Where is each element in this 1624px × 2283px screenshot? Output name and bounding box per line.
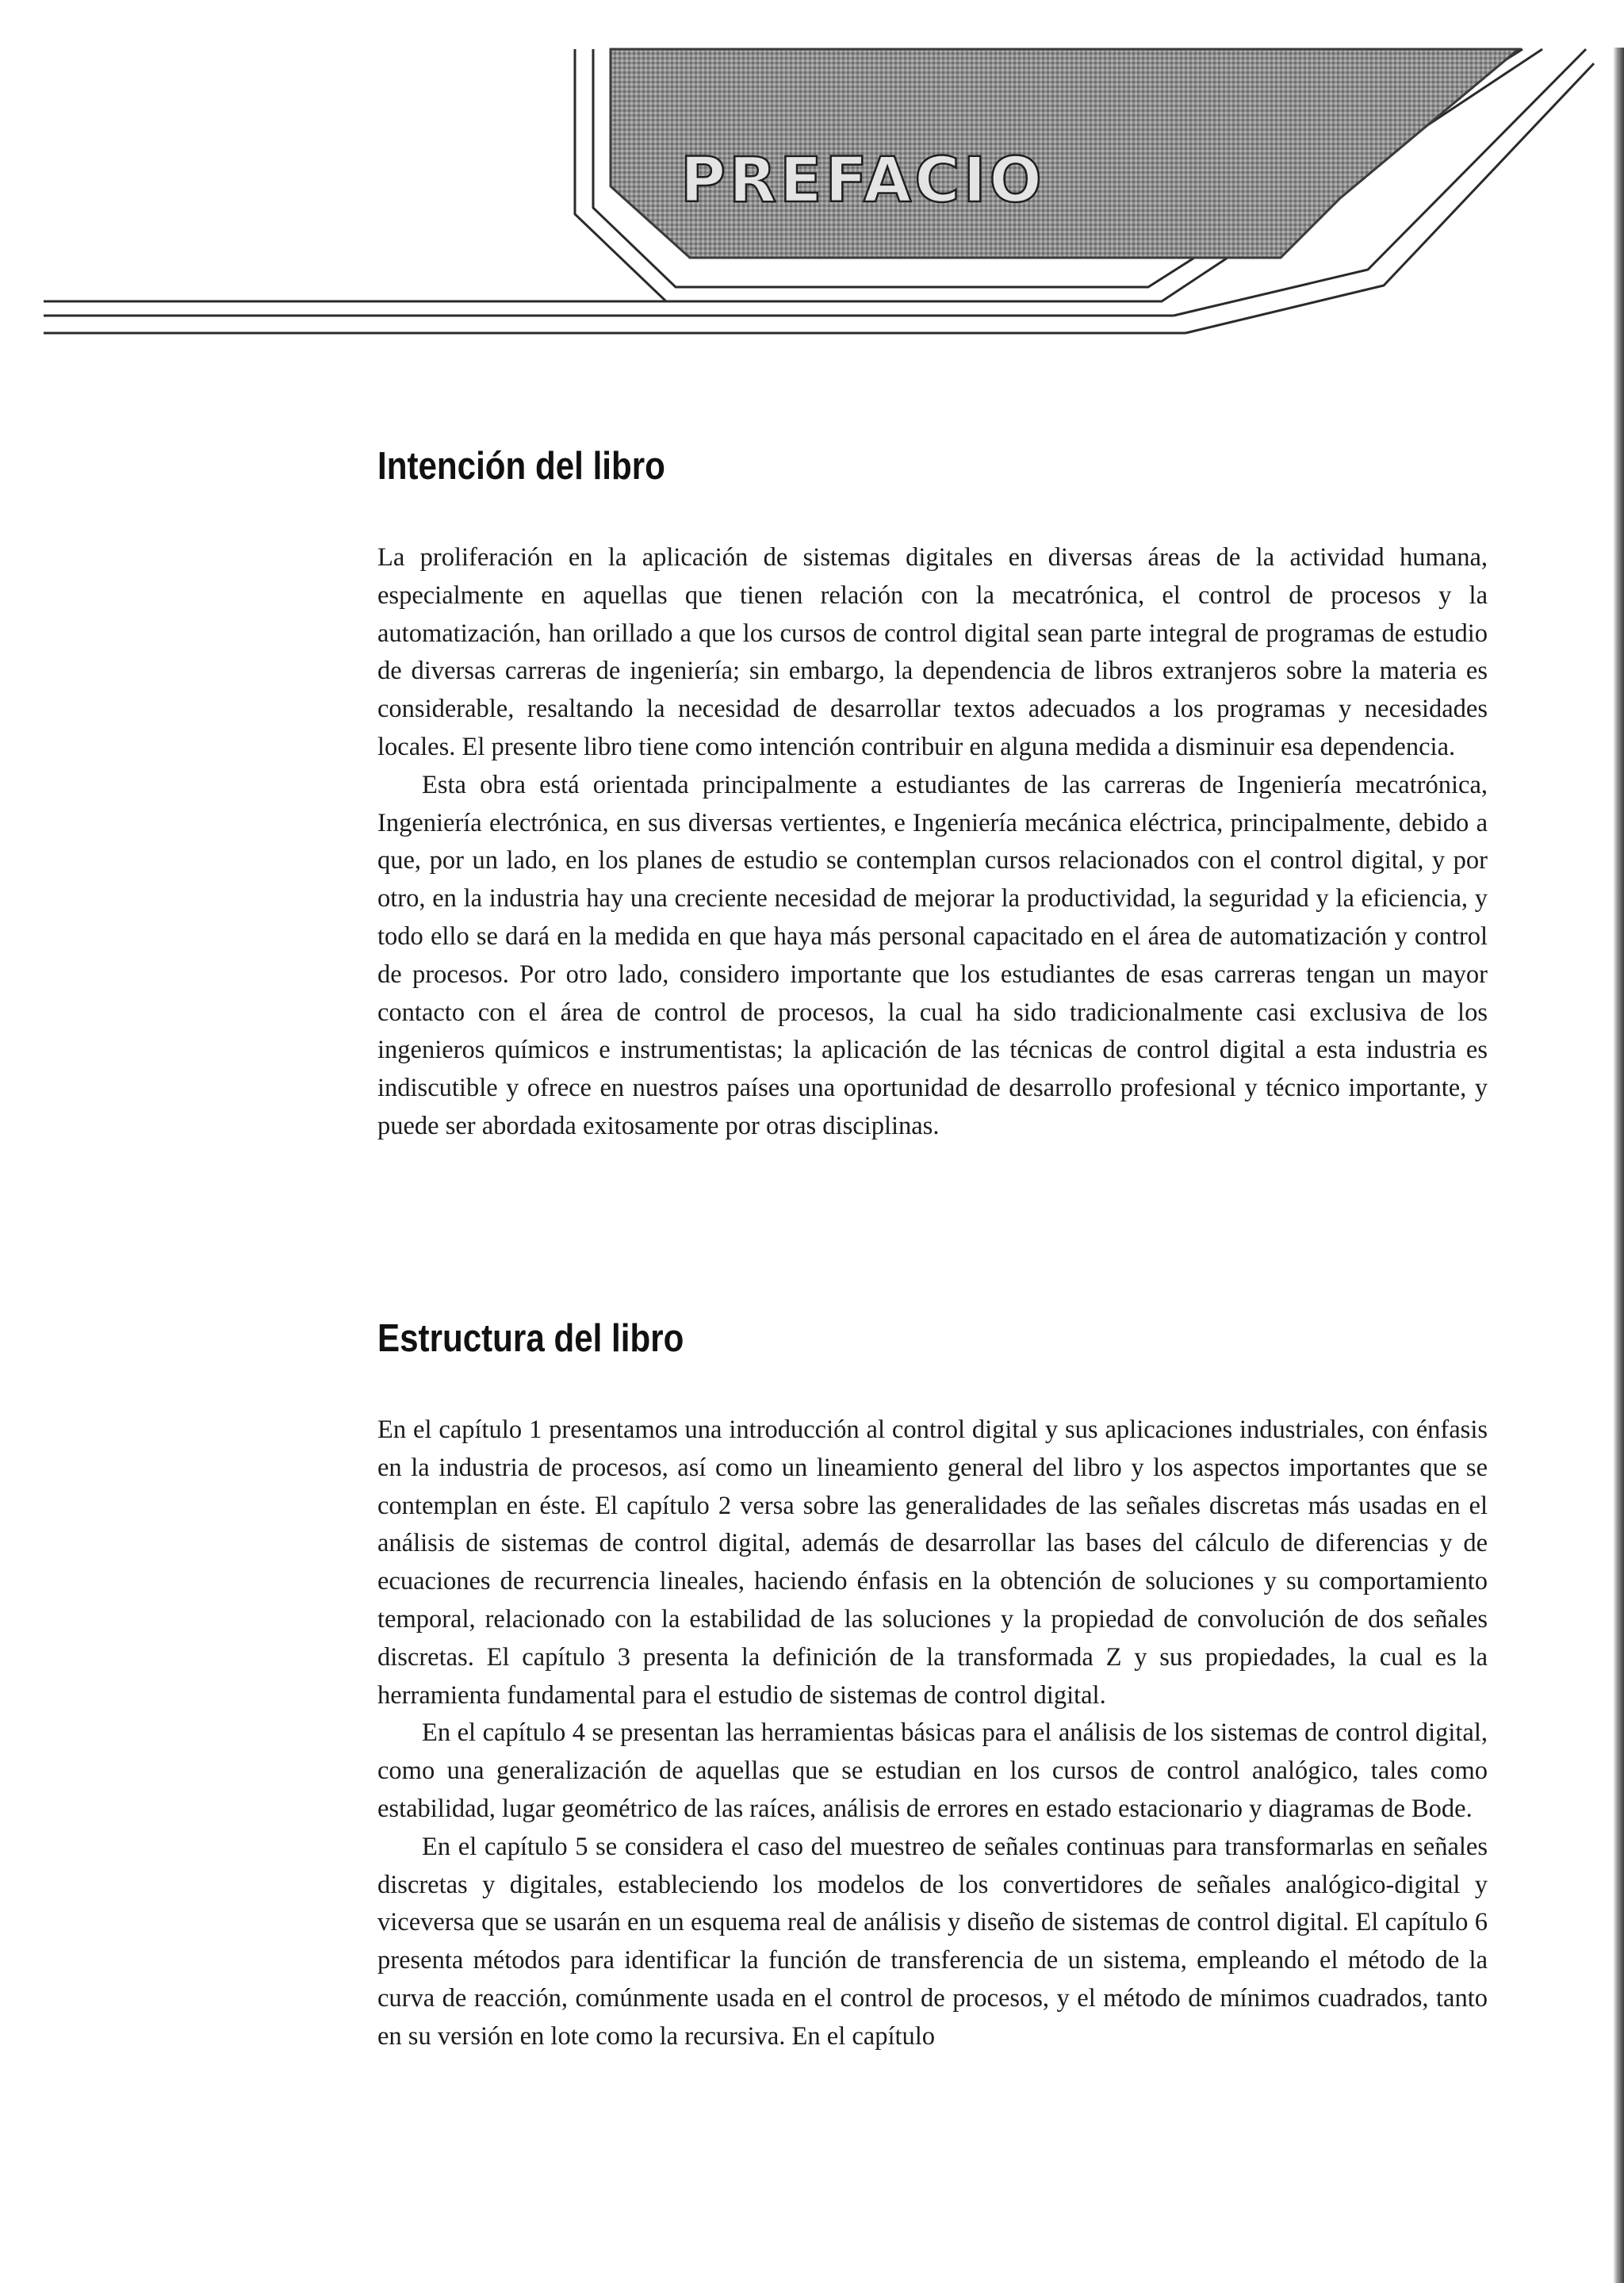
page-edge-shadow [1613,48,1624,2283]
paragraph: En el capítulo 1 presentamos una introducción al control digital y sus aplicaciones industriales, con énfasis en la industria de procesos, así como un lineamiento general del libro y los aspectos importantes que se contemplan en éste. El capítulo 2 versa sobre las generalidades de las señales discretas más usadas en el análisis de sistemas de control digital, además de desarrollar las bases del cálculo de diferencias y de ecuaciones de recurrencia lineales, haciendo énfasis en la obtención de soluciones y su comportamiento temporal, relacionado con la estabilidad de las soluciones y la propiedad de convolución de dos señales discretas. El capítulo 3 presenta la definición de la transformada Z y sus propiedades, la cual es la herramienta fundamental para el estudio de sistemas de control digital. [377,1415,1488,1710]
paragraph: La proliferación en la aplicación de sistemas digitales en diversas áreas de la actividad humana, especialmente en aquellas que tienen relación con la mecatrónica, el control de procesos y la automatización, han orillado a que los cursos de control digital sean parte integral de programas de estudio de diversas carreras de ingeniería; sin embargo, la dependencia de libros extranjeros sobre la materia es considerable, resaltando la necesidad de desarrollar textos adecuados a los programas y necesidades locales. El presente libro tiene como intención contribuir en alguna medida a disminuir esa dependencia. [377,543,1488,761]
header-rules [44,301,1185,333]
section-heading-intencion: Intención del libro [377,445,665,488]
chapter-title: PREFACIO [680,145,1045,216]
chapter-header-banner [0,0,1624,349]
section-body-estructura [377,1412,1488,2056]
paragraph: En el capítulo 4 se presentan las herramientas básicas para el análisis de los sistemas de control digital, como una generalización de aquellas que se estudian en los cursos de control analógico, tales como estabilidad, lugar geométrico de las raíces, análisis de errores en estado estacionario y diagramas de Bode. [377,1718,1488,1823]
section-body-intencion [377,539,1488,1146]
section-heading-estructura: Estructura del libro [377,1317,684,1360]
paragraph: En el capítulo 5 se considera el caso del muestreo de señales continuas para transformarlas en señales discretas y digitales, estableciendo los modelos de los convertidores de señales analógico-digital y viceversa que se usarán en un esquema real de análisis y diseño de sistemas de control digital. El capítulo 6 presenta métodos para identificar la función de transferencia de un sistema, empleando el método de la curva de reacción, comúnmente usada en el control de procesos, y el método de mínimos cuadrados, tanto en su versión en lote como la recursiva. En el capítulo [377,1832,1488,2051]
paragraph: Esta obra está orientada principalmente a estudiantes de las carreras de Ingeniería mecatrónica, Ingeniería electrónica, en sus diversas vertientes, e Ingeniería mecánica eléctrica, principalmente, debido a que, por un lado, en los planes de estudio se contemplan cursos relacionados con el control digital, y por otro, en la industria hay una creciente necesidad de mejorar la productividad, la seguridad y la eficiencia, y todo ello se dará en la medida en que haya más personal capacitado en el área de automatización y control de procesos. Por otro lado, considero importante que los estudiantes de esas carreras tengan un mayor contacto con el área de control de procesos, la cual ha sido tradicionalmente casi exclusiva de los ingenieros químicos e instrumentistas; la aplicación de las técnicas de control digital a esta industria es indiscutible y ofrece en nuestros países una oportunidad de desarrollo profesional y técnico importante, y puede ser abordada exitosamente por otras disciplinas. [377,770,1488,1140]
